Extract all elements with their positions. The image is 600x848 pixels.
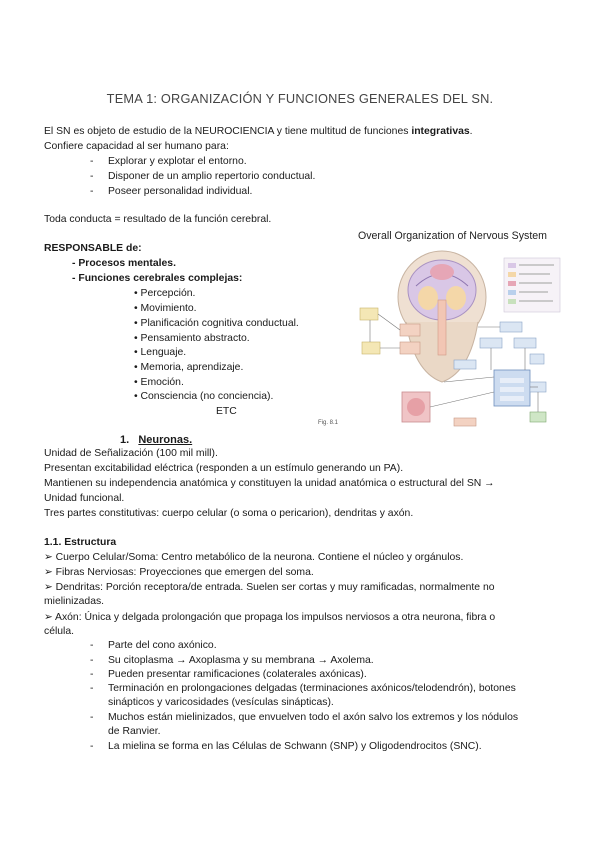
neuronas-line: Unidad funcional.: [44, 493, 125, 504]
dash-mark: -: [90, 655, 94, 666]
neuronas-line: Tres partes constitutivas: cuerpo celular (o soma o pericarion), dendritas y axón.: [44, 508, 414, 519]
intro-bold-word: integrativas: [411, 126, 470, 137]
estructura-line: ➢ Dendritas: Porción receptora/de entrada. Suelen ser cortas y muy ramificadas, normalmente no: [44, 582, 495, 593]
function-bullet: • Consciencia (no conciencia).: [134, 391, 274, 402]
intro-line-2: Confiere capacidad al ser humano para:: [44, 141, 229, 152]
estructura-line: ➢ Axón: Única y delgada prolongación que propaga los impulsos nerviosos a otra neurona, fibra o: [44, 612, 496, 623]
intro-line-1: [44, 126, 473, 137]
figure-title: Overall Organization of Nervous System: [358, 230, 547, 242]
page-title: TEMA 1: ORGANIZACIÓN Y FUNCIONES GENERALES DEL SN.: [106, 91, 494, 106]
function-bullet: • Memoria, aprendizaje.: [134, 362, 244, 373]
axon-item-text: Pueden presentar ramificaciones (colaterales axónicas).: [108, 669, 367, 680]
dash-mark: -: [90, 186, 94, 197]
estructura-line: ➢ Cuerpo Celular/Soma: Centro metabólico de la neurona. Contiene el núcleo y orgánulos.: [44, 552, 464, 563]
intro-item-text: Disponer de un amplio repertorio conductual.: [108, 171, 316, 182]
axon-item-text: Muchos están mielinizados, que envuelven todo el axón salvo los extremos y los nódulos: [108, 712, 519, 723]
responsable-sub-1: - Procesos mentales.: [72, 258, 176, 269]
function-bullet: • Lenguaje.: [134, 347, 187, 358]
neuronas-line: Unidad de Señalización (100 mil mill).: [44, 448, 218, 459]
estructura-line: célula.: [44, 626, 75, 637]
dash-mark: -: [90, 156, 94, 167]
dash-mark: -: [90, 741, 94, 752]
estructura-line: mielinizadas.: [44, 596, 105, 607]
dash-mark: -: [90, 712, 94, 723]
intro-period: .: [469, 126, 473, 137]
dash-mark: -: [90, 640, 94, 651]
nervous-system-diagram: [354, 242, 566, 437]
intro-text: El SN es objeto de estudio de la NEUROCIENCIA y tiene multitud de funciones: [44, 126, 412, 137]
subsection-estructura-heading: 1.1. Estructura: [44, 537, 117, 548]
nervous-system-figure: [354, 230, 566, 430]
dash-mark: -: [90, 669, 94, 680]
function-bullet: • Planificación cognitiva conductual.: [134, 318, 299, 329]
dash-mark: -: [90, 171, 94, 182]
etc-label: ETC: [216, 406, 237, 417]
intro-item-text: Poseer personalidad individual.: [108, 186, 253, 197]
conducta-line: Toda conducta = resultado de la función cerebral.: [44, 214, 272, 225]
function-bullet: • Pensamiento abstracto.: [134, 333, 250, 344]
axon-item-text: La mielina se forma en las Células de Schwann (SNP) y Oligodendrocitos (SNC).: [108, 741, 482, 752]
intro-item-text: Explorar y explotar el entorno.: [108, 156, 247, 167]
axon-item-text: Su citoplasma → Axoplasma y su membrana → Axolema.: [108, 655, 374, 666]
figure-caption: Fig. 8.1: [318, 420, 339, 426]
responsable-sub-2: - Funciones cerebrales complejas:: [72, 273, 243, 284]
function-bullet: • Percepción.: [134, 288, 196, 299]
neuronas-line: Mantienen su independencia anatómica y constituyen la unidad anatómica o estructural del SN →: [44, 478, 495, 489]
axon-item-text: sinápticos y varicosidades (vesículas sinápticas).: [108, 697, 334, 708]
section-number: 1.: [120, 434, 130, 446]
section-neuronas-heading: [120, 434, 192, 446]
axon-item-text: de Ranvier.: [108, 726, 161, 737]
dash-mark: -: [90, 683, 94, 694]
section-title: Neuronas.: [138, 434, 193, 446]
function-bullet: • Emoción.: [134, 377, 184, 388]
axon-item-text: Parte del cono axónico.: [108, 640, 217, 651]
axon-item-text: Terminación en prolongaciones delgadas (terminaciones axónicos/telodendrón), botones: [108, 683, 516, 694]
neuronas-line: Presentan excitabilidad eléctrica (responden a un estímulo generando un PA).: [44, 463, 404, 474]
function-bullet: • Movimiento.: [134, 303, 197, 314]
estructura-line: ➢ Fibras Nerviosas: Proyecciones que emergen del soma.: [44, 567, 314, 578]
responsable-heading: RESPONSABLE de:: [44, 243, 142, 254]
